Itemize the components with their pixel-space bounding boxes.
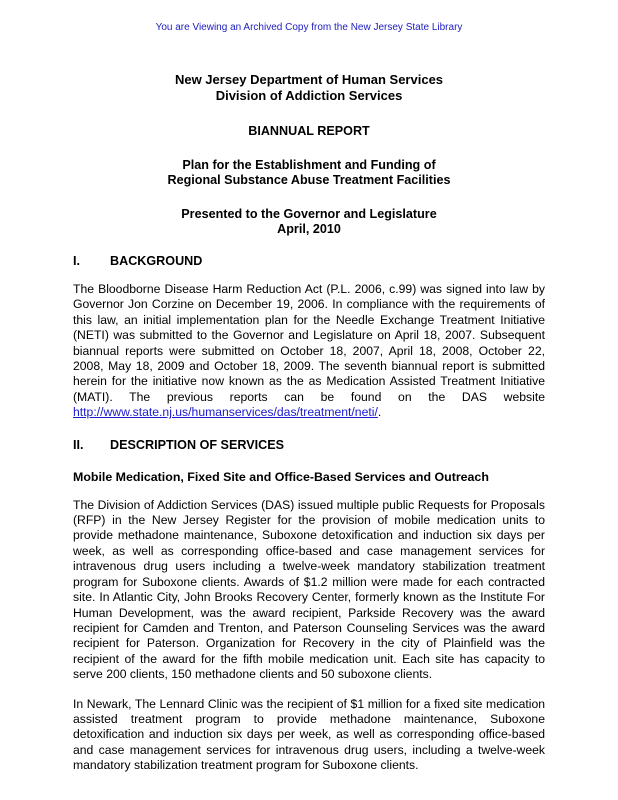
section-number: II. (73, 437, 84, 452)
plan-title-line1: Plan for the Establishment and Funding of (182, 158, 436, 172)
document-page (73, 72, 545, 774)
presented-line1: Presented to the Governor and Legislature (181, 207, 437, 221)
services-paragraph-2: In Newark, The Lennard Clinic was the recipient of $1 million for a fixed site medication assisted treatment program to provide methadone maintenance, Suboxone detoxification and induction six days per week, as well as corresponding office-based and case management services for intravenous drug users, including a twelve-week mandatory stabilization treatment program for Suboxone clients. (73, 696, 545, 773)
services-paragraph-1: The Division of Addiction Services (DAS) issued multiple public Requests for Proposals (RFP) in the New Jersey Register for the provision of mobile medication units to provide methadone maintenance, Suboxone detoxification and induction six days per week, as well as corresponding office-based and case management services for intravenous drug users including a twelve-week mandatory stabilization treatment program for Suboxone clients. Awards of $1.2 million were made for each contracted site. In Atlantic City, John Brooks Recovery Center, formerly known as the Institute For Human Development, was the award recipient, Parkside Recovery was the award recipient for Camden and Trenton, and Paterson Counseling Services was the award recipient for Paterson. Organization for Recovery in the city of Plainfield was the recipient of the award for the fifth mobile medication unit. Each site has capacity to serve 200 clients, 150 methadone clients and 50 suboxone clients. (73, 497, 545, 682)
section-title: BACKGROUND (110, 254, 203, 268)
section-heading-background (73, 254, 545, 268)
org-title-line2: Division of Addiction Services (215, 88, 403, 103)
report-date: April, 2010 (277, 222, 341, 236)
org-title-line1: New Jersey Department of Human Services (174, 72, 444, 87)
section-title: DESCRIPTION OF SERVICES (110, 437, 285, 452)
background-paragraph (73, 282, 545, 421)
archive-banner: You are Viewing an Archived Copy from the New Jersey State Library (155, 22, 463, 33)
section-heading-services (73, 438, 545, 452)
services-subheading: Mobile Medication, Fixed Site and Office-Based Services and Outreach (73, 469, 489, 484)
background-text-end: . (377, 405, 382, 420)
background-text: The Bloodborne Disease Harm Reduction Act (P.L. 2006, c.99) was signed into law by Governor Jon Corzine on December 19, 2006. In compliance with the requirements of this law, an initial implementation plan for the Needle Exchange Treatment Initiative (NETI) was submitted to the Governor and Legislature on April 18, 2007. Subsequent biannual reports were submitted on October 18, 2007, April 18, 2008, October 22, 2008, May 18, 2009 and October 18, 2009. The seventh biannual report is submitted herein for the initiative now known as the as Medication Assisted Treatment Initiative (MATI). The previous reports can be found on the DAS website (73, 282, 545, 404)
section-number: I. (73, 254, 80, 268)
das-website-link[interactable]: http://www.state.nj.us/humanservices/das/treatment/neti/ (73, 405, 378, 420)
report-type: BIANNUAL REPORT (248, 124, 370, 138)
plan-title-line2: Regional Substance Abuse Treatment Facilities (167, 173, 451, 187)
